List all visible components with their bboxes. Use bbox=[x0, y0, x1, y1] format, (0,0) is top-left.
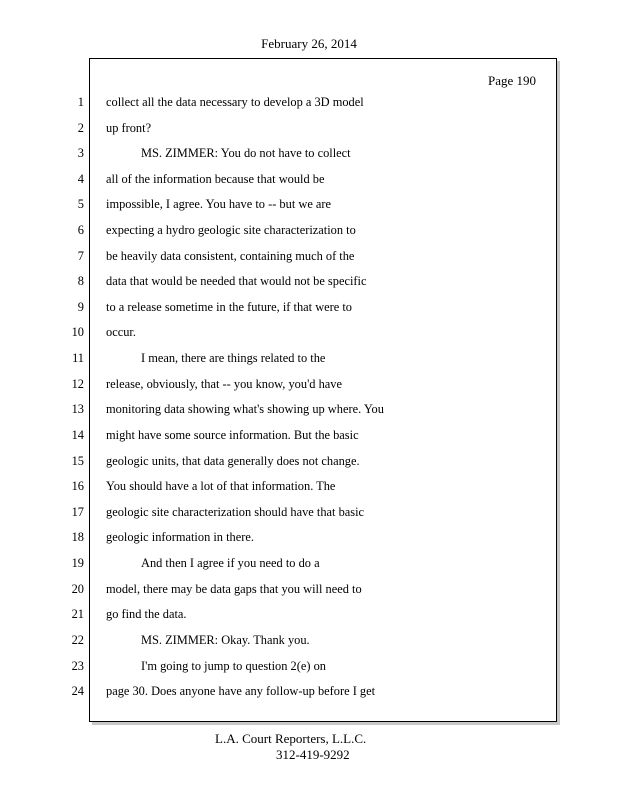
line-number: 19 bbox=[71, 556, 84, 570]
page-number-label: Page 190 bbox=[487, 73, 536, 88]
page-date-header: February 26, 2014 bbox=[261, 36, 357, 51]
line-text: go find the data. bbox=[106, 607, 187, 621]
court-reporter-name: L.A. Court Reporters, L.L.C. bbox=[215, 731, 367, 746]
line-text: collect all the data necessary to develop a 3D model bbox=[106, 95, 364, 109]
transcript-line bbox=[0, 146, 618, 166]
line-text: might have some source information. But the basic bbox=[106, 428, 359, 442]
line-text: You should have a lot of that information. The bbox=[106, 479, 336, 493]
line-text: model, there may be data gaps that you will need to bbox=[106, 582, 362, 596]
transcript-line bbox=[0, 300, 618, 320]
transcript-line bbox=[0, 249, 618, 269]
line-number: 2 bbox=[77, 121, 84, 135]
line-number: 1 bbox=[77, 95, 84, 109]
line-text: monitoring data showing what's showing up where. You bbox=[106, 402, 384, 416]
transcript-line bbox=[0, 223, 618, 243]
line-number: 9 bbox=[77, 300, 84, 314]
line-number: 21 bbox=[71, 607, 84, 621]
transcript-line bbox=[0, 505, 618, 525]
line-text: geologic information in there. bbox=[106, 530, 254, 544]
line-text: geologic site characterization should have that basic bbox=[106, 505, 365, 519]
line-number: 17 bbox=[71, 505, 84, 519]
transcript-line bbox=[0, 684, 618, 704]
line-number: 6 bbox=[77, 223, 84, 237]
line-text: be heavily data consistent, containing much of the bbox=[106, 249, 355, 263]
line-text: expecting a hydro geologic site characterization to bbox=[106, 223, 356, 237]
line-text: geologic units, that data generally does not change. bbox=[106, 454, 360, 468]
line-text: And then I agree if you need to do a bbox=[141, 556, 320, 570]
line-number: 8 bbox=[77, 274, 84, 288]
transcript-line bbox=[0, 582, 618, 602]
transcript-line bbox=[0, 402, 618, 422]
transcript-line bbox=[0, 377, 618, 397]
line-number: 16 bbox=[71, 479, 84, 493]
transcript-line bbox=[0, 95, 618, 115]
transcript-line bbox=[0, 274, 618, 294]
line-text: release, obviously, that -- you know, you'd have bbox=[106, 377, 342, 391]
line-number: 13 bbox=[71, 402, 84, 416]
line-number: 12 bbox=[71, 377, 84, 391]
transcript-line bbox=[0, 428, 618, 448]
transcript-line bbox=[0, 659, 618, 679]
transcript-line bbox=[0, 351, 618, 371]
line-text: all of the information because that would be bbox=[106, 172, 325, 186]
line-text: I mean, there are things related to the bbox=[141, 351, 326, 365]
line-text: MS. ZIMMER: Okay. Thank you. bbox=[141, 633, 310, 647]
line-number: 11 bbox=[72, 351, 84, 365]
transcript-line bbox=[0, 530, 618, 550]
transcript-line bbox=[0, 197, 618, 217]
transcript-line bbox=[0, 172, 618, 192]
transcript-line bbox=[0, 607, 618, 627]
transcript-line bbox=[0, 454, 618, 474]
line-number: 14 bbox=[71, 428, 84, 442]
transcript-line bbox=[0, 479, 618, 499]
line-text: MS. ZIMMER: You do not have to collect bbox=[141, 146, 351, 160]
line-number: 10 bbox=[71, 325, 84, 339]
line-number: 5 bbox=[77, 197, 84, 211]
line-number: 18 bbox=[71, 530, 84, 544]
line-text: I'm going to jump to question 2(e) on bbox=[141, 659, 326, 673]
line-text: data that would be needed that would not be specific bbox=[106, 274, 367, 288]
line-number: 3 bbox=[77, 146, 84, 160]
transcript-line bbox=[0, 121, 618, 141]
line-number: 20 bbox=[71, 582, 84, 596]
transcript-line bbox=[0, 556, 618, 576]
line-number: 24 bbox=[71, 684, 84, 698]
line-number: 23 bbox=[71, 659, 84, 673]
line-text: occur. bbox=[106, 325, 136, 339]
transcript-line bbox=[0, 633, 618, 653]
line-text: page 30. Does anyone have any follow-up before I get bbox=[106, 684, 376, 698]
line-number: 22 bbox=[71, 633, 84, 647]
court-reporter-phone: 312-419-9292 bbox=[276, 747, 350, 762]
line-number: 15 bbox=[71, 454, 84, 468]
line-text: to a release sometime in the future, if that were to bbox=[106, 300, 352, 314]
line-text: up front? bbox=[106, 121, 152, 135]
line-number: 4 bbox=[77, 172, 84, 186]
line-text: impossible, I agree. You have to -- but we are bbox=[106, 197, 332, 211]
line-number: 7 bbox=[77, 249, 84, 263]
transcript-line bbox=[0, 325, 618, 345]
